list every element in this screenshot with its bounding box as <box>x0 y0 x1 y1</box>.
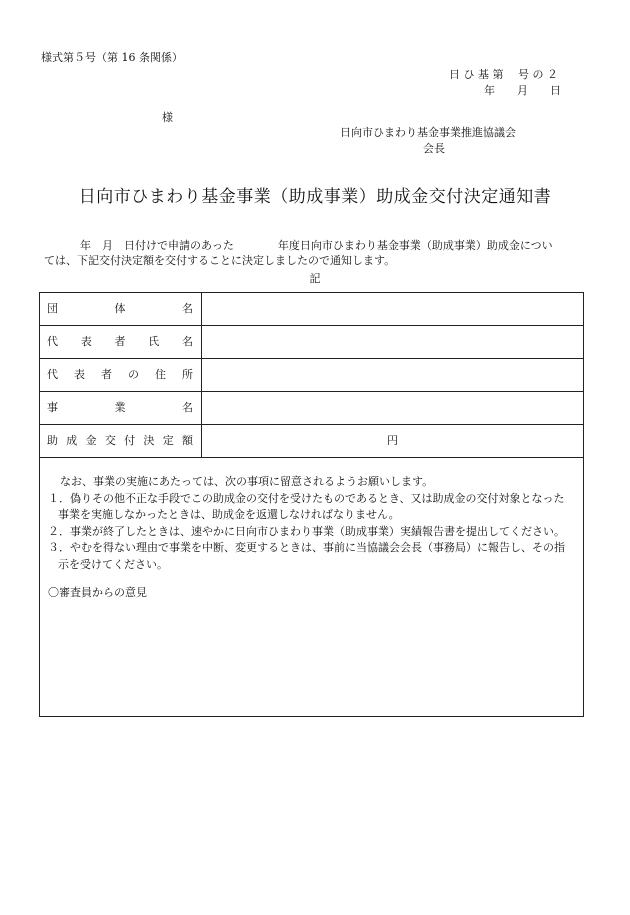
label-char: 業 <box>114 400 126 414</box>
ki-marker: 記 <box>309 272 321 285</box>
label-char: 交 <box>104 433 116 447</box>
label-representative-address <box>40 359 202 391</box>
label-char: の <box>128 367 139 381</box>
row-organization-name <box>40 293 583 326</box>
label-char: 付 <box>124 433 136 447</box>
label-char: 者 <box>101 367 112 381</box>
notes-intro: なお、事業の実施にあたっては、次の事項に留意されるようお願いします。 <box>60 475 434 488</box>
note-item: ３．やむを得ない理由で事業を中断、変更するときは、事前に当協議会会長（事務局）に報告し、その指示を受けてください。 <box>48 541 565 571</box>
label-char: 表 <box>74 367 85 381</box>
label-project-name <box>40 392 202 424</box>
form-number: 様式第５号（第 16 条関係） <box>41 51 183 64</box>
label-representative-name <box>40 326 202 358</box>
reviewer-opinion-label: 〇審査員からの意見 <box>48 586 147 599</box>
notes-section <box>40 458 583 716</box>
label-grant-amount <box>40 425 202 457</box>
addressee-suffix: 様 <box>162 111 173 124</box>
grant-details-table <box>39 292 584 717</box>
label-char: 住 <box>155 367 166 381</box>
note-item: １．偽りその他不正な手段でこの助成金の交付を受けたものであるとき、又は助成金の交付対象となった事業を実施しなかったときは、助成金を返還しなければなりません。 <box>48 491 565 521</box>
row-representative-address <box>40 359 583 392</box>
label-char: 表 <box>80 334 92 348</box>
row-grant-amount <box>40 425 583 458</box>
label-char: 事 <box>47 400 58 414</box>
label-char: 者 <box>114 334 126 348</box>
grant-amount-field[interactable]: 円 <box>387 433 398 447</box>
label-organization-name <box>40 293 202 325</box>
note-item: ２．事業が終了したときは、速やかに日向市ひまわり事業（助成事業）実績報告書を提出してください。 <box>48 524 565 538</box>
label-char: 名 <box>182 334 193 348</box>
representative-address-field[interactable] <box>202 359 583 391</box>
representative-name-field[interactable] <box>202 326 583 358</box>
row-representative-name <box>40 326 583 359</box>
label-char: 団 <box>47 301 58 315</box>
issuer-organization: 日向市ひまわり基金事業推進協議会 <box>340 126 516 139</box>
label-char: 体 <box>114 301 126 315</box>
notice-body-line-1: 年 月 日付けで申請のあった 年度日向市ひまわり基金事業（助成事業）助成金につい <box>80 239 553 252</box>
notice-body-line-2: ては、下記交付決定額を交付することに決定しましたので通知します。 <box>44 254 396 268</box>
label-char: 定 <box>162 433 174 447</box>
label-char: 額 <box>181 433 193 447</box>
label-char: 成 <box>66 433 78 447</box>
label-char: 氏 <box>148 334 160 348</box>
row-project-name <box>40 392 583 425</box>
notice-body <box>44 238 592 269</box>
label-char: 名 <box>182 301 193 315</box>
label-char: 決 <box>143 433 155 447</box>
document-title: 日向市ひまわり基金事業（助成事業）助成金交付決定通知書 <box>78 187 552 207</box>
label-char: 助 <box>47 433 58 447</box>
organization-name-field[interactable] <box>202 293 583 325</box>
document-number: 日 ひ 基 第 号 の ２ <box>449 68 558 81</box>
label-char: 代 <box>47 367 58 381</box>
issuer-title: 会長 <box>423 142 445 155</box>
label-char: 代 <box>47 334 58 348</box>
label-char: 名 <box>182 400 193 414</box>
label-char: 所 <box>182 367 193 381</box>
issue-date: 年 月 日 <box>484 84 561 97</box>
project-name-field[interactable] <box>202 392 583 424</box>
label-char: 金 <box>85 433 97 447</box>
